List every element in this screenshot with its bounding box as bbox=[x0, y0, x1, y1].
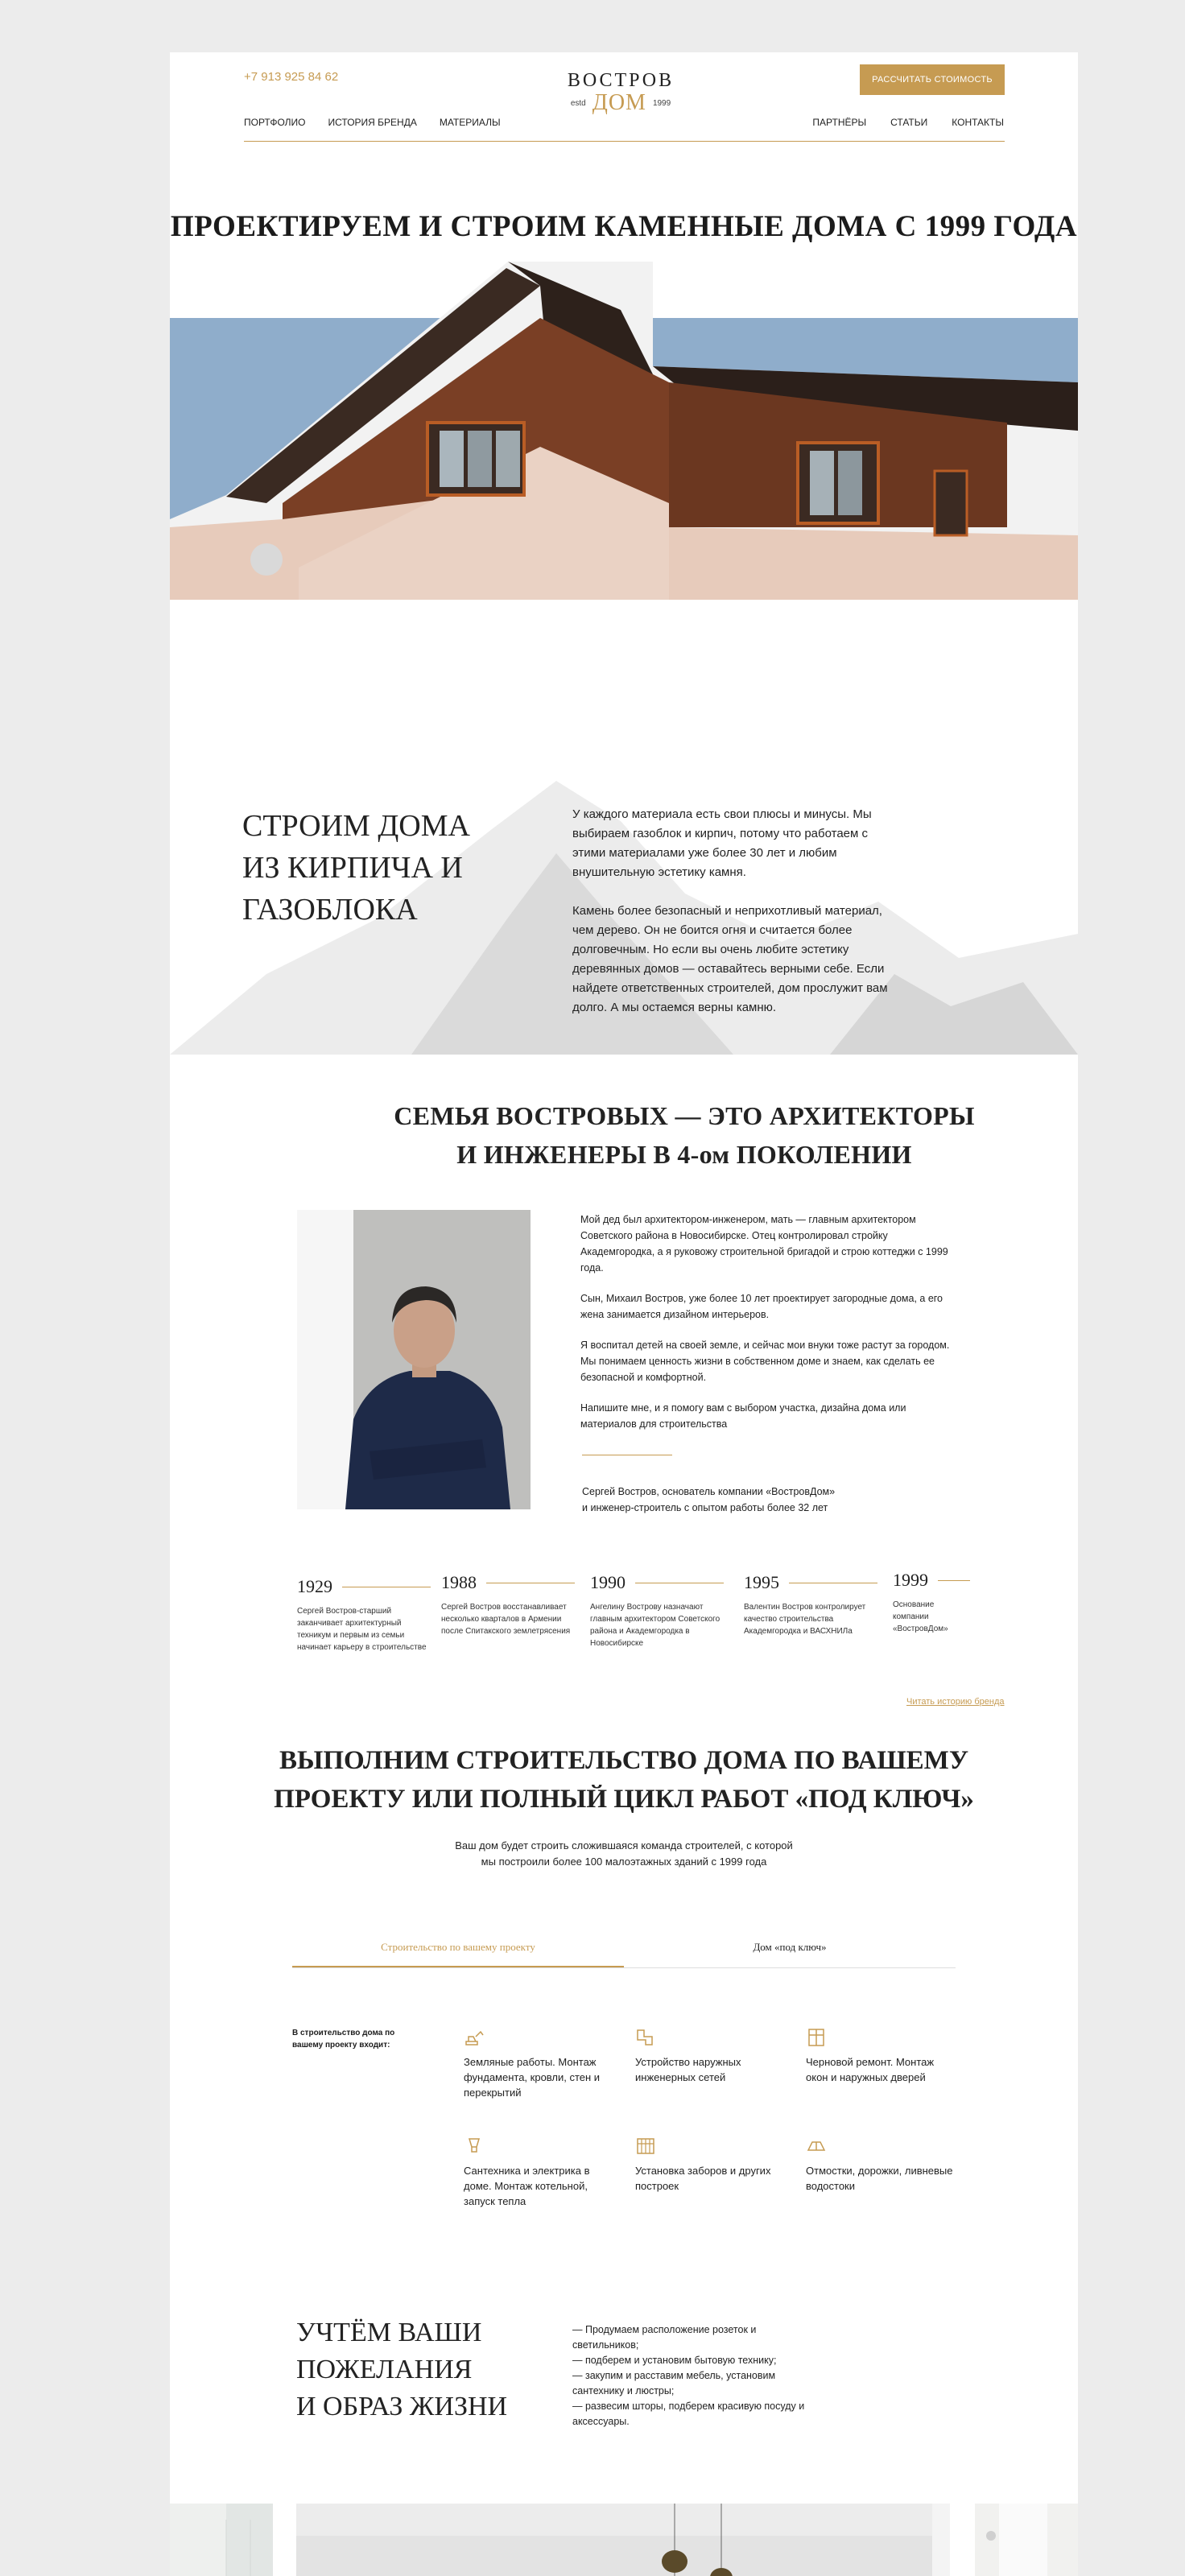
wishes-title-line: УЧТЁМ ВАШИ bbox=[296, 2318, 482, 2347]
timeline-desc: Основание компании «ВостровДом» bbox=[893, 1600, 948, 1633]
nav-articles[interactable]: СТАТЬИ bbox=[890, 117, 928, 128]
service-text: Сантехника и электрика в доме. Монтаж котельной, запуск тепла bbox=[464, 2165, 590, 2207]
logo-dom: ДОМ bbox=[592, 90, 646, 115]
service-text: Установка заборов и других построек bbox=[635, 2165, 771, 2192]
materials-text bbox=[572, 805, 902, 1037]
interior-photo-right[interactable] bbox=[975, 2504, 1078, 2576]
service-item bbox=[806, 2136, 959, 2194]
materials-title-line: СТРОИМ ДОМА bbox=[242, 809, 470, 843]
logo-year: 1999 bbox=[652, 98, 671, 108]
logo[interactable] bbox=[556, 70, 685, 116]
service-text: Устройство наружных инженерных сетей bbox=[635, 2056, 741, 2083]
tab-own-project[interactable]: Строительство по вашему проекту bbox=[292, 1936, 624, 1967]
service-text: Черновой ремонт. Монтаж окон и наружных дверей bbox=[806, 2056, 935, 2083]
materials-title-line: ГАЗОБЛОКА bbox=[242, 893, 418, 927]
interior-photo-main[interactable] bbox=[296, 2504, 950, 2576]
hero-title: ПРОЕКТИРУЕМ И СТРОИМ КАМЕННЫЕ ДОМА С 1999 ГОДА bbox=[170, 210, 1078, 243]
logo-estd: estd bbox=[570, 98, 586, 108]
wishes-item: — развесим шторы, подберем красивую посуду и аксессуары. bbox=[572, 2401, 805, 2427]
nav-left bbox=[244, 117, 501, 128]
nav-right bbox=[812, 117, 1004, 128]
includes-label: В строительство дома по вашему проекту входит: bbox=[292, 2029, 395, 2050]
signature-line: Сергей Востров, основатель компании «ВостровДом» bbox=[582, 1486, 836, 1497]
timeline-year: 1990 bbox=[590, 1572, 626, 1592]
tab-turnkey[interactable]: Дом «под ключ» bbox=[753, 1941, 827, 1953]
path-icon bbox=[806, 2136, 827, 2157]
wishes-item: — Продумаем расположение розеток и светильников; bbox=[572, 2324, 757, 2351]
phone-link[interactable]: +7 913 925 84 62 bbox=[244, 70, 339, 84]
nav-materials[interactable]: МАТЕРИАЛЫ bbox=[439, 117, 501, 128]
nav-partners[interactable]: ПАРТНЁРЫ bbox=[812, 117, 867, 128]
build-title-line: ПРОЕКТУ ИЛИ ПОЛНЫЙ ЦИКЛ РАБОТ «ПОД КЛЮЧ» bbox=[274, 1785, 974, 1814]
build-title-line: ВЫПОЛНИМ СТРОИТЕЛЬСТВО ДОМА ПО ВАШЕМУ bbox=[279, 1746, 969, 1775]
materials-paragraph: Камень более безопасный и неприхотливый материал, чем дерево. Он не боится огня и считается более долговечным. Но если вы очень любите эстетику деревянных домов — оставайтесь верными себе. Если найдете ответственных строителей, дом прослужит вам долго. А мы остаемся верны камню. bbox=[572, 904, 888, 1014]
family-title-line: СЕМЬЯ ВОСТРОВЫХ — ЭТО АРХИТЕКТОРЫ bbox=[394, 1101, 975, 1130]
nav-brand-history[interactable]: ИСТОРИЯ БРЕНДА bbox=[328, 117, 417, 128]
fence-icon bbox=[635, 2136, 656, 2157]
logo-sub bbox=[556, 90, 685, 116]
timeline-desc: Сергей Востров восстанавливает несколько кварталов в Армении после Спитакского землетрясения bbox=[441, 1603, 571, 1636]
service-text: Отмостки, дорожки, ливневые водостоки bbox=[806, 2165, 953, 2192]
page bbox=[170, 52, 1078, 2576]
founder-portrait bbox=[297, 1210, 531, 1509]
family-paragraph: Сын, Михаил Востров, уже более 10 лет проектирует загородные дома, а его жена занимается дизайном интерьеров. bbox=[580, 1293, 943, 1320]
wishes-title-line: ПОЖЕЛАНИЯ bbox=[296, 2355, 473, 2384]
pipes-icon bbox=[635, 2027, 656, 2048]
service-item bbox=[635, 2027, 788, 2085]
timeline-item bbox=[744, 1572, 881, 1637]
timeline-item bbox=[893, 1570, 997, 1635]
build-subtitle-line: Ваш дом будет строить сложившаяся команда строителей, с которой bbox=[455, 1839, 793, 1852]
family-paragraph: Мой дед был архитектором-инженером, мать — главным архитектором Советского района в Новосибирске. Отец контролировал стройку Академгородка, а я руковожу строительной бригадой и строю коттеджи с 1999 года. bbox=[580, 1214, 948, 1274]
timeline-year: 1988 bbox=[441, 1572, 477, 1592]
timeline-desc: Валентин Востров контролирует качество строительства Академгородка и ВАСХНИЛа bbox=[744, 1603, 866, 1636]
header-divider bbox=[244, 141, 1005, 142]
service-item bbox=[464, 2027, 617, 2100]
timeline-desc: Ангелину Вострову назначают главным архитектором Советского района и Академгородка в Новосибирске bbox=[590, 1603, 720, 1648]
materials-title bbox=[242, 805, 470, 931]
materials-title-line: ИЗ КИРПИЧА И bbox=[242, 851, 463, 885]
wishes-item: — закупим и расставим мебель, установим сантехнику и люстры; bbox=[572, 2370, 776, 2396]
nav-contacts[interactable]: КОНТАКТЫ bbox=[952, 117, 1004, 128]
timeline-item bbox=[297, 1576, 434, 1653]
signature-line: и инженер-строитель с опытом работы более 32 лет bbox=[582, 1502, 828, 1513]
founder-signature bbox=[582, 1484, 904, 1516]
wishes-list bbox=[572, 2322, 814, 2429]
timeline-item bbox=[590, 1572, 727, 1649]
service-item bbox=[635, 2136, 788, 2194]
window-icon bbox=[806, 2027, 827, 2048]
timeline-year: 1995 bbox=[744, 1572, 779, 1592]
logo-text: ВОСТРОВ bbox=[567, 70, 675, 91]
wishes-item: — подберем и установим бытовую технику; bbox=[572, 2355, 777, 2366]
timeline-year: 1999 bbox=[893, 1570, 928, 1590]
materials-paragraph: У каждого материала есть свои плюсы и минусы. Мы выбираем газоблок и кирпич, потому что работаем с этими материалами уже более 30 лет и любим внушительную эстетику камня. bbox=[572, 807, 872, 879]
build-tabs bbox=[292, 1936, 956, 1968]
nav-portfolio[interactable]: ПОРТФОЛИО bbox=[244, 117, 306, 128]
service-item bbox=[806, 2027, 959, 2085]
family-paragraph: Я воспитал детей на своей земле, и сейчас мои внуки тоже растут за городом. Мы понимаем ценность жизни в собственном доме и знаем, как сделать ее безопасной и комфортной. bbox=[580, 1340, 950, 1383]
family-text bbox=[580, 1212, 959, 1447]
service-text: Земляные работы. Монтаж фундамента, кровли, стен и перекрытий bbox=[464, 2056, 601, 2099]
calculate-cost-button[interactable]: РАССЧИТАТЬ СТОИМОСТЬ bbox=[860, 64, 1005, 95]
family-title-line: И ИНЖЕНЕРЫ В 4-ом ПОКОЛЕНИИ bbox=[456, 1140, 912, 1169]
build-subtitle-line: мы построили более 100 малоэтажных зданий с 1999 года bbox=[481, 1856, 767, 1868]
family-paragraph: Напишите мне, и я помогу вам с выбором участка, дизайна дома или материалов для строительства bbox=[580, 1402, 906, 1430]
timeline-item bbox=[441, 1572, 578, 1637]
build-title bbox=[170, 1741, 1078, 1818]
service-item bbox=[464, 2136, 617, 2209]
timeline-year: 1929 bbox=[297, 1576, 332, 1596]
family-title bbox=[170, 1096, 1078, 1174]
hero-house-image bbox=[170, 262, 1078, 600]
bulb-icon bbox=[464, 2136, 485, 2157]
excavator-icon bbox=[464, 2027, 485, 2048]
read-history-link[interactable]: Читать историю бренда bbox=[906, 1697, 1005, 1707]
timeline-desc: Сергей Востров-старший заканчивает архитектурный техникум и первым из семьи начинает карьеру в строительстве bbox=[297, 1607, 427, 1652]
wishes-title-line: И ОБРАЗ ЖИЗНИ bbox=[296, 2392, 508, 2421]
interior-photo-left[interactable] bbox=[170, 2504, 273, 2576]
build-subtitle bbox=[170, 1838, 1078, 1870]
wishes-title bbox=[296, 2314, 507, 2425]
